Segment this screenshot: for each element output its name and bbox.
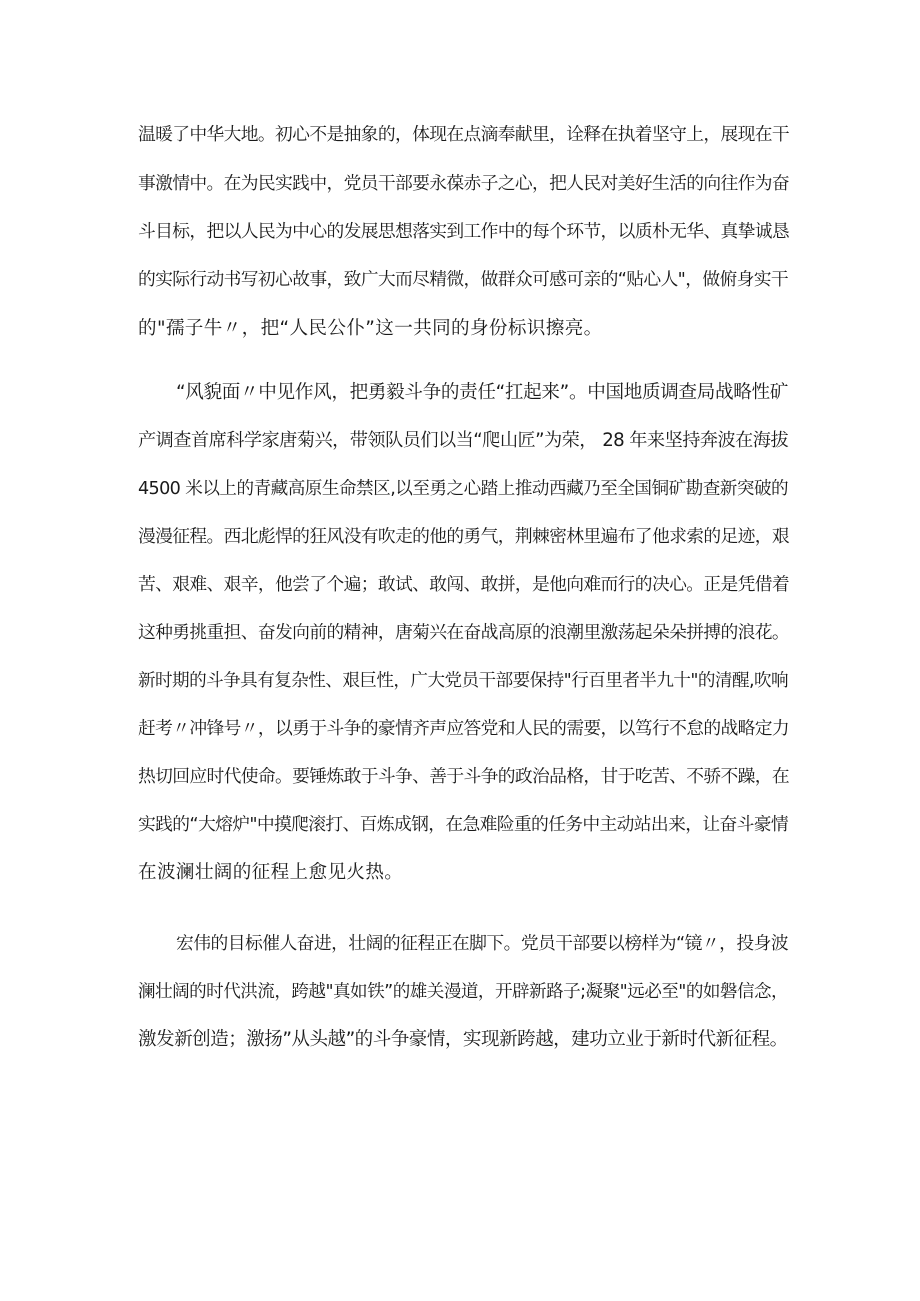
text-line: “风貌面〃中见作风，把勇毅斗争的责任“扛起来”。中国地质调查局战略性矿 xyxy=(176,382,788,403)
text-line: 斗目标，把以人民为中心的发展思想落实到工作中的每个环节，以质朴无华、真挚诚恳 xyxy=(138,221,789,242)
text-line: 这种勇挑重担、奋发向前的精神，唐菊兴在奋战高原的浪潮里激荡起朵朵拼搏的浪花。 xyxy=(138,622,789,643)
text-line: 宏伟的目标催人奋进，壮阔的征程正在脚下。党员干部要以榜样为“镜〃，投身波 xyxy=(176,933,788,954)
text-line: 的实际行动书写初心故事，致广大而尽精微，做群众可感可亲的“贴心人"，做俯身实干 xyxy=(138,269,788,290)
text-line: 温暖了中华大地。初心不是抽象的，体现在点滴奉献里，诠释在执着坚守上，展现在干 xyxy=(138,124,789,145)
text-line: 4500 米以上的青藏高原生命禁区,以至勇之心踏上推动西藏乃至全国铜矿勘查新突破的 xyxy=(138,479,788,499)
text-line: 澜壮阔的时代洪流，跨越"真如铁”的雄关漫道，开辟新路子;凝聚"远必至"的如磐信念， xyxy=(138,982,788,1002)
text-line: 新时期的斗争具有复杂性、艰巨性，广大党员干部要保持"行百里者半九十"的清醒,吹响 xyxy=(138,671,788,691)
text-line: 苦、艰难、艰辛，他尝了个遍；敢试、敢闯、敢拼，是他向难而行的决心。正是凭借着 xyxy=(138,574,789,595)
text-line: 的"孺子牛〃，把“人民公仆”这一共同的身份标识擦亮。 xyxy=(138,318,603,339)
text-line: 在波澜壮阔的征程上愈见火热。 xyxy=(138,862,404,883)
text-line: 热切回应时代使命。要锤炼敢于斗争、善于斗争的政治品格，甘于吃苦、不骄不躁，在 xyxy=(138,766,789,787)
text-line: 事激情中。在为民实践中，党员干部要永葆赤子之心，把人民对美好生活的向往作为奋 xyxy=(138,173,789,194)
text-line: 实践的“大熔炉"中摸爬滚打、百炼成钢，在急难险重的任务中主动站出来，让奋斗豪情 xyxy=(138,814,788,835)
text-line: 漫漫征程。西北彪悍的狂风没有吹走的他的勇气，荆棘密林里遍布了他求索的足迹，艰 xyxy=(138,526,789,547)
text-line: 激发新创造；激扬”从头越”的斗争豪情，实现新跨越，建功立业于新时代新征程。 xyxy=(138,1029,788,1050)
text-line: 产调查首席科学家唐菊兴，带领队员们以当“爬山匠”为荣， 28 年来坚持奔波在海拔 xyxy=(138,430,788,451)
text-line: 赶考〃冲锋号〃，以勇于斗争的豪情齐声应答党和人民的需要，以笃行不怠的战略定力 xyxy=(138,718,789,739)
